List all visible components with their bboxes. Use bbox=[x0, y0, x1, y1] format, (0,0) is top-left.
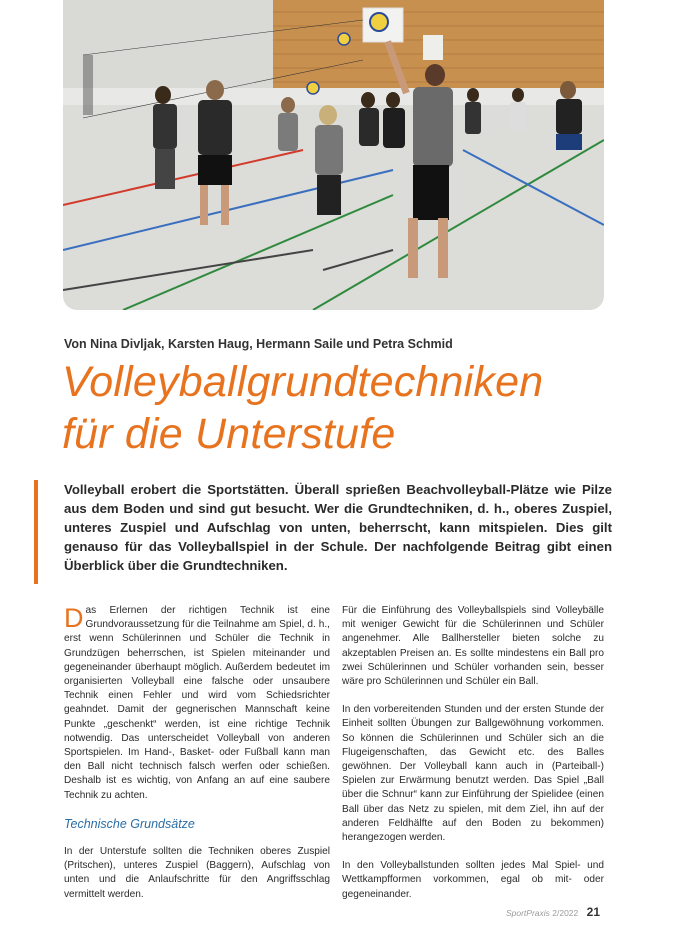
text-column-right bbox=[342, 604, 604, 916]
drop-cap: D bbox=[64, 603, 84, 633]
hero-photo-volleyball-gym bbox=[63, 0, 604, 310]
title-line-1: Volleyballgrundtechniken bbox=[62, 358, 544, 406]
magazine-name: SportPraxis bbox=[505, 908, 550, 918]
issue-number: 2/2022 bbox=[552, 908, 579, 918]
lead-text: Volleyball erobert die Sportstätten. Überall sprießen Beachvolleyball-Plätze wie Pilze aus dem Boden und sind gut besucht. Wer die Grundtechniken, d. h., oberes Zuspiel, unteres Zuspiel und Aufschlag von unten, beherrscht, kann mitspielen. Dies gilt genauso für das Volleyballspiel in der Schule. Der nachfolgende Beitrag gibt einen Überblick über die Grundtechniken. bbox=[64, 482, 612, 573]
page-number: 21 bbox=[586, 905, 600, 919]
paragraph-ball-familiarization: In den vorbereitenden Stunden und der ersten Stunde der Einheit sollten Übungen zur Ballgewöhnung vorkommen. So können die Schülerinnen und Schüler sich an die Flugeigenschaften, das Gewicht etc. des Balles gewöhnen. Der Volleyball kann auch in (Parteiball-) Spielen zur Erwärmung benutzt werden. Das Spiel „Ball über die Schnur“ kann zur Einführung der Spielidee (einen Ball über das Netz zu spielen, mit dem Ziel, ihn auf der anderen Feldhälfte auf den Boden zu bekommen) herangezogen werden. bbox=[342, 704, 604, 844]
paragraph-techniques: In der Unterstufe sollten die Techniken oberes Zuspiel (Pritschen), unteres Zuspiel (Baggern), Aufschlag von unten und die Anlaufschritte für den Angriffsschlag vermittelt werden. bbox=[64, 846, 330, 900]
gym-illustration bbox=[63, 0, 604, 310]
article-title bbox=[62, 356, 543, 460]
title-line-2: für die Unterstufe bbox=[62, 410, 396, 458]
intro-paragraph bbox=[64, 604, 330, 803]
article-authors: Von Nina Divljak, Karsten Haug, Hermann Saile und Petra Schmid bbox=[64, 337, 453, 351]
paragraph-game-forms: In den Volleyballstunden sollten jedes Mal Spiel- und Wettkampfformen vorkommen, egal ob mit- oder gegeneinander. bbox=[342, 860, 604, 900]
page-footer bbox=[506, 905, 600, 919]
text-column-left bbox=[64, 604, 330, 916]
paragraph-balls: Für die Einführung des Volleyballspiels sind Volleybälle mit weniger Gewicht für die Schülerinnen und Schüler angenehmer. Alle Ballhersteller bieten solche zu akzeptablen Preisen an. Es sollte mindestens ein Ball pro zwei Schülerinnen und Schüler vorhanden sein, besser wäre pro Schülerinnen und Schüler ein Ball. bbox=[342, 605, 604, 688]
lead-paragraph bbox=[34, 480, 612, 584]
section-heading: Technische Grundsätze bbox=[64, 816, 195, 831]
intro-paragraph-text: as Erlernen der richtigen Technik ist eine Grundvoraussetzung für die Teilnahme am Spiel, d. h., erst wenn Schülerinnen und Schüler die Technik in Grundzügen beherrschen, ist Spielen miteinander und gegeneinander überhaupt möglich. Außerdem bedeutet im organisierten Volleyball eine falsche oder unsaubere Technik einen Fehler und wird vom Schiedsrichter geahndet. Damit der gegnerischen Mannschaft keine Punkte „geschenkt“ werden, ist eine richtige Technik notwendig. Das unterscheidet Volleyball von anderen Sportspielen. Im Hand-, Basket- oder Fußball kann man den Ball nicht technisch falsch werfen oder schießen. Deshalb ist es wichtig, von Anfang an auf eine saubere Technik zu achten. bbox=[64, 605, 330, 801]
